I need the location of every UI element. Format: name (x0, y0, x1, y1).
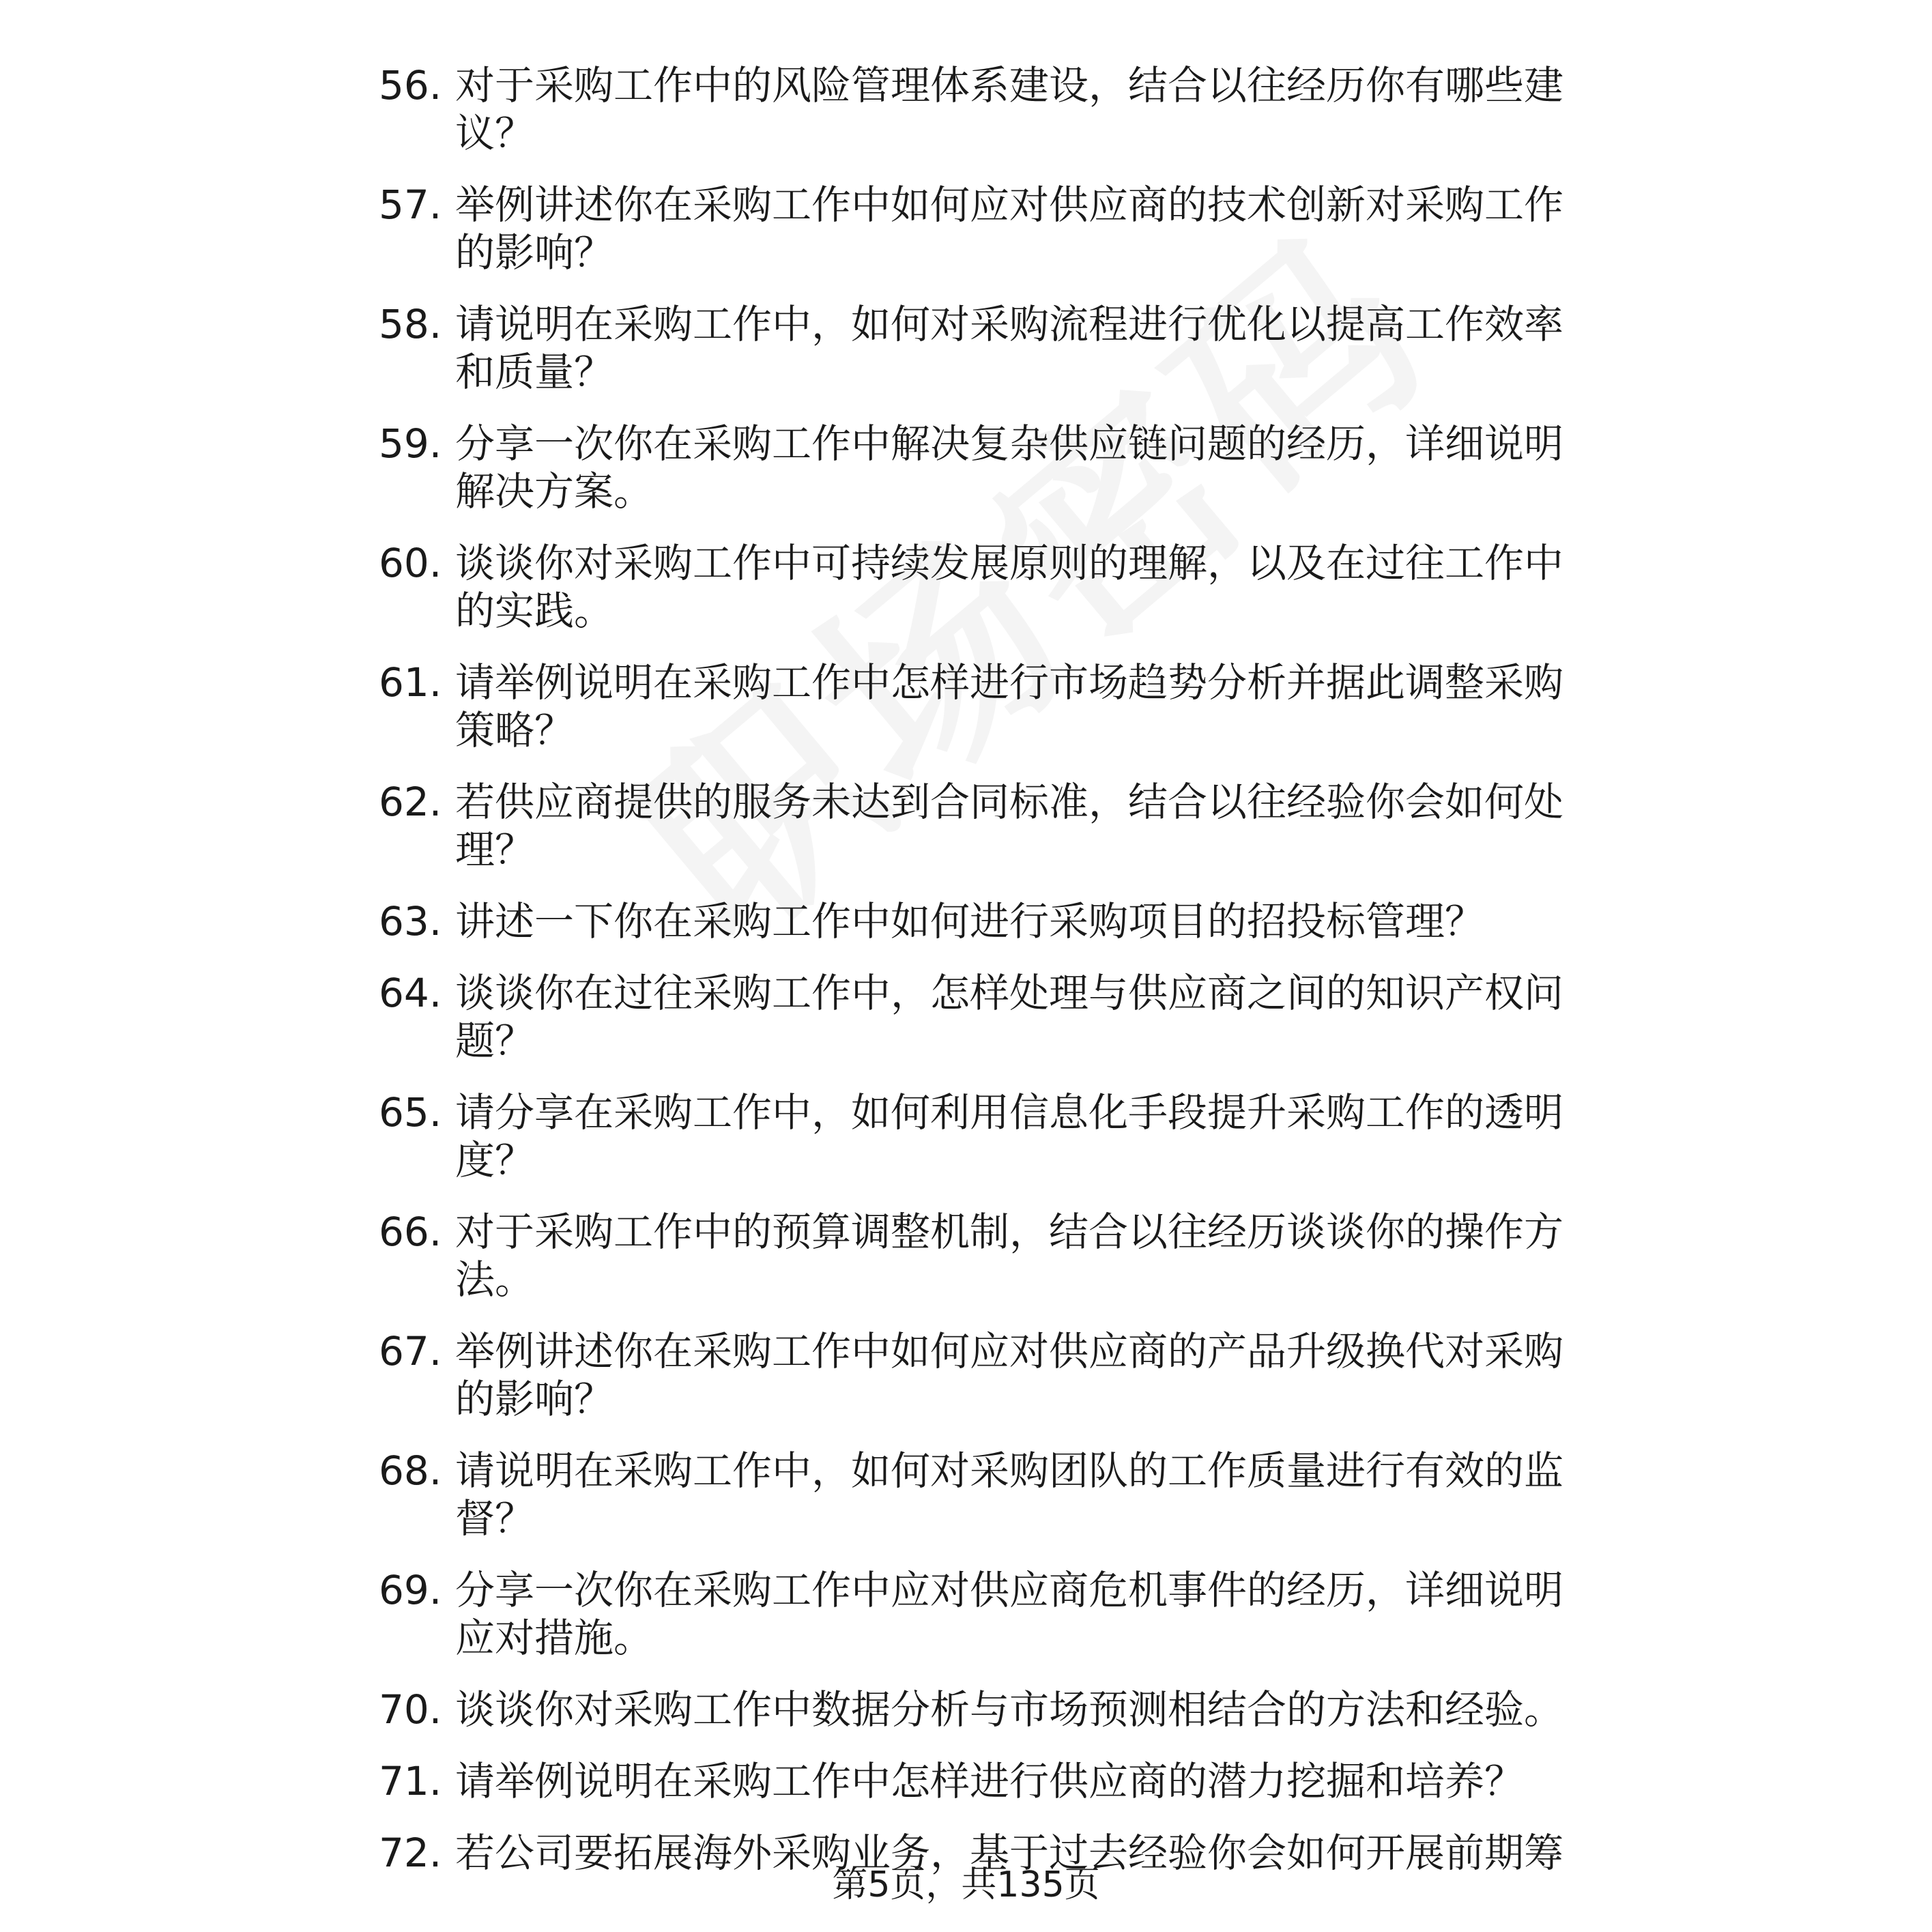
list-item (379, 778, 1600, 874)
question-number: 72. (379, 1830, 442, 1876)
list-item (379, 659, 1600, 754)
question-text: 分享一次你在采购工作中应对供应商危机事件的经历，详细说明应对措施。 (455, 1567, 1564, 1661)
question-text: 请分享在采购工作中，如何利用信息化手段提升采购工作的透明度？ (455, 1089, 1564, 1183)
question-number: 69. (379, 1567, 442, 1613)
list-item (379, 969, 1600, 1065)
question-number: 66. (379, 1209, 442, 1255)
question-number: 58. (379, 301, 442, 347)
question-number: 59. (379, 420, 442, 467)
question-number: 71. (379, 1758, 442, 1804)
question-text: 谈谈你对采购工作中数据分析与市场预测相结合的方法和经验。 (455, 1686, 1564, 1733)
list-item (379, 1327, 1600, 1423)
question-text: 若供应商提供的服务未达到合同标准，结合以往经验你会如何处理？ (455, 779, 1564, 873)
list-item (379, 181, 1600, 276)
question-list (379, 61, 1600, 1877)
list-item (379, 1447, 1600, 1542)
list-item (379, 1566, 1600, 1662)
question-text: 请举例说明在采购工作中怎样进行市场趋势分析并据此调整采购策略？ (455, 659, 1564, 753)
list-item (379, 61, 1600, 157)
list-item (379, 1208, 1600, 1303)
question-text: 请说明在采购工作中，如何对采购团队的工作质量进行有效的监督？ (455, 1447, 1564, 1542)
question-text: 请说明在采购工作中，如何对采购流程进行优化以提高工作效率和质量？ (455, 301, 1564, 395)
question-text: 请举例说明在采购工作中怎样进行供应商的潜力挖掘和培养？ (455, 1758, 1525, 1804)
list-item (379, 1686, 1600, 1733)
question-number: 60. (379, 540, 442, 586)
question-text: 讲述一下你在采购工作中如何进行采购项目的招投标管理？ (455, 898, 1485, 945)
question-text: 举例讲述你在采购工作中如何应对供应商的技术创新对采购工作的影响？ (455, 182, 1564, 276)
page-footer: 第5页，共135页 (832, 1864, 1100, 1905)
question-text: 举例讲述你在采购工作中如何应对供应商的产品升级换代对采购的影响？ (455, 1328, 1564, 1422)
list-item (379, 1088, 1600, 1184)
question-number: 61. (379, 659, 442, 706)
question-text: 分享一次你在采购工作中解决复杂供应链问题的经历，详细说明解决方案。 (455, 420, 1564, 515)
list-item (379, 539, 1600, 635)
question-number: 63. (379, 898, 442, 945)
question-number: 68. (379, 1447, 442, 1494)
list-item (379, 300, 1600, 396)
question-text: 对于采购工作中的预算调整机制，结合以往经历谈谈你的操作方法。 (455, 1209, 1564, 1303)
list-item (379, 1757, 1600, 1805)
question-number: 70. (379, 1686, 442, 1733)
question-text: 谈谈你对采购工作中可持续发展原则的理解，以及在过往工作中的实践。 (455, 540, 1564, 634)
question-number: 64. (379, 970, 442, 1016)
question-number: 57. (379, 182, 442, 228)
question-text: 对于采购工作中的风险管理体系建设，结合以往经历你有哪些建议？ (455, 62, 1564, 156)
list-item (379, 420, 1600, 515)
question-number: 65. (379, 1089, 442, 1136)
question-number: 56. (379, 62, 442, 109)
list-item (379, 897, 1600, 945)
question-number: 62. (379, 779, 442, 825)
question-text: 若公司要拓展海外采购业务，基于过去经验你会如何开展前期筹 (455, 1830, 1564, 1876)
question-number: 67. (379, 1328, 442, 1374)
question-text: 谈谈你在过往采购工作中，怎样处理与供应商之间的知识产权问题？ (455, 970, 1564, 1064)
